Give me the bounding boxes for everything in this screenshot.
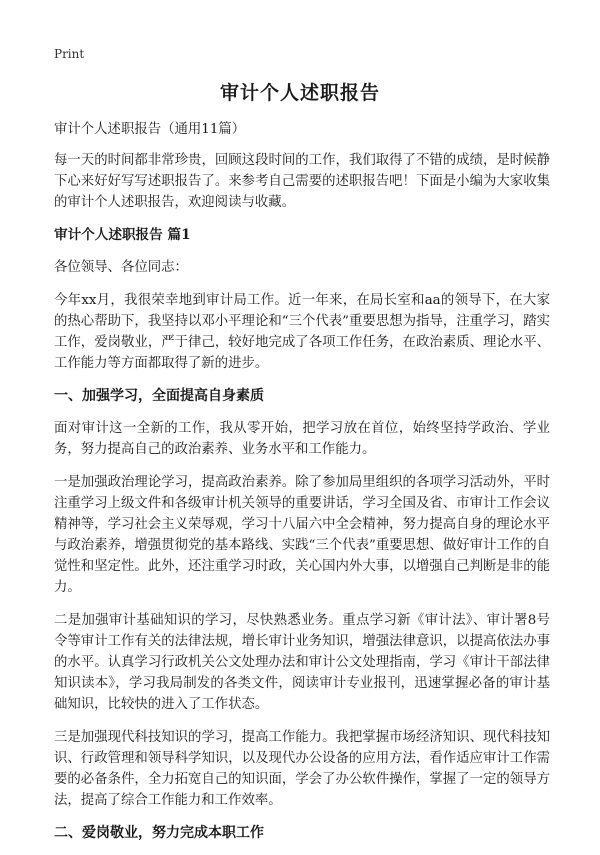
document-body — [54, 120, 550, 855]
point-2-paragraph: 二是加强审计基础知识的学习，尽快熟悉业务。重点学习新《审计法》、审计署8号令等审计工作有关的法律法规，增长审计业务知识，增强法律意识，以提高依法办事的水平。认真学习行政机关公文处理办法和审计公文处理指南，学习《审计干部法律知识读本》，学习我局制发的各类文件，阅读审计专业报刊，迅速掌握必备的审计基础知识，比较快的进入了工作状态。 — [54, 613, 550, 712]
section-2-heading: 二、爱岗敬业，努力完成本职工作 — [54, 825, 264, 841]
print-link[interactable]: Print — [54, 47, 85, 61]
intro-paragraph: 每一天的时间都非常珍贵，回顾这段时间的工作，我们取得了不错的成绩，是时候静下心来好好写写述职报告了。来参考自己需要的述职报告吧！下面是小编为大家收集的审计个人述职报告，欢迎阅读与收藏。 — [54, 153, 550, 210]
section-1-intro-paragraph: 面对审计这一全新的工作，我从零开始，把学习放在首位，始终坚持学政治、学业务，努力提高自己的政治素养、业务水平和工作能力。 — [54, 421, 550, 457]
point-3-paragraph: 三是加强现代科技知识的学习，提高工作能力。我把掌握市场经济知识、现代科技知识、行政管理和领导科学知识，以及现代办公设备的应用方法，看作适应审计工作需要的必备条件，全力拓宽自己的知识面，学会了办公软件操作，掌握了一定的领导方法，提高了综合工作能力和工作效率。 — [54, 730, 550, 808]
article-heading: 审计个人述职报告 篇1 — [54, 227, 191, 243]
section-1-heading: 一、加强学习，全面提高自身素质 — [54, 388, 264, 404]
point-1-paragraph: 一是加强政治理论学习，提高政治素养。除了参加局里组织的各项学习活动外，平时注重学习上级文件和各级审计机关领导的重要讲话，学习全国及省、市审计工作会议精神等，学习社会主义荣辱观，学习十八届六中全会精神，努力提高自身的理论水平与政治素养，增强贯彻党的基本路线、实践“三个代表”重要思想、做好审计工作的自觉性和坚定性。此外，还注重学习时政，关心国内外大事，以增强自己判断是非的能力。 — [54, 475, 550, 595]
document-title: 审计个人述职报告 — [219, 82, 380, 104]
opening-paragraph: 今年xx月，我很荣幸地到审计局工作。近一年来，在局长室和aa的领导下，在大家的热心帮助下，我坚持以邓小平理论和“三个代表”重要思想为指导，注重学习，踏实工作，爱岗敬业，严于律己，较好地完成了各项工作任务，在政治素质、理论水平、工作能力等方面都取得了新的进步。 — [54, 293, 550, 371]
document-subtitle: 审计个人述职报告（通用11篇） — [54, 122, 246, 137]
greeting-paragraph: 各位领导、各位同志： — [54, 260, 188, 275]
